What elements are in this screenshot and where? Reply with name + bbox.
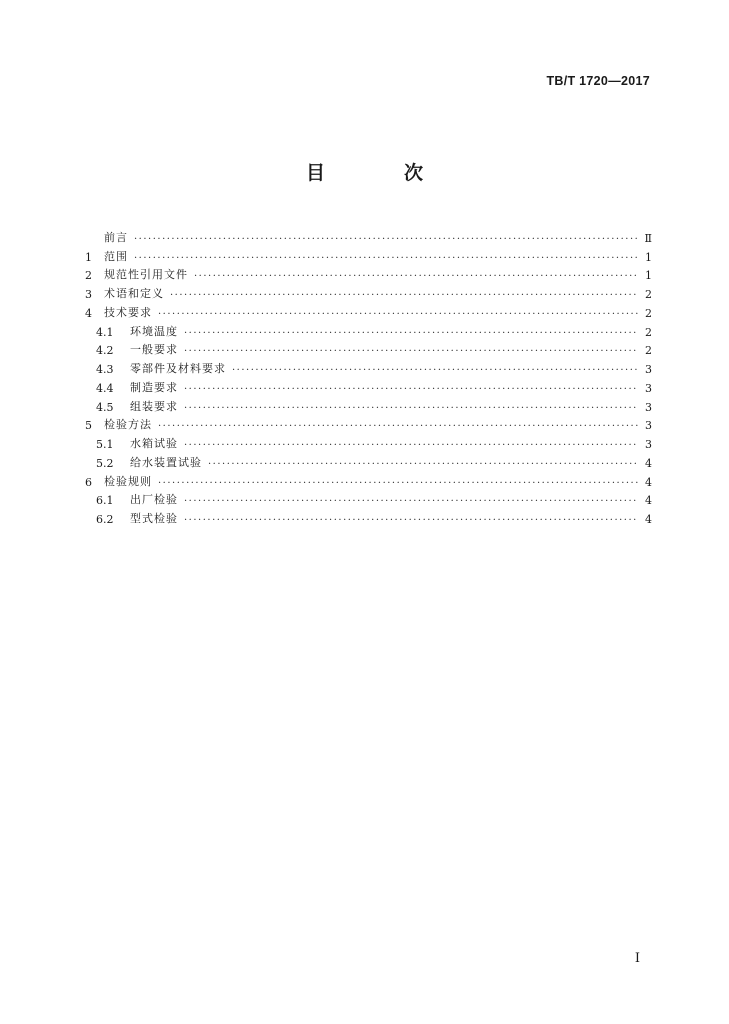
toc-entry-number: 3: [85, 288, 92, 301]
toc-title: 目 次: [305, 162, 453, 184]
toc-entry-page: 3: [645, 419, 652, 433]
toc-entry-page: 2: [645, 288, 652, 301]
dot-leader: [184, 385, 638, 395]
toc-entry-page: Ⅱ: [644, 231, 652, 245]
standard-code: TB/T 1720—2017: [546, 74, 650, 88]
toc-entry-number: 5.2: [96, 456, 114, 470]
dot-leader: [170, 291, 638, 301]
toc-entry-title: 给水装置试验: [130, 455, 202, 469]
page-number: Ⅰ: [634, 951, 640, 966]
toc-entry-5[interactable]: [85, 414, 652, 433]
toc-entry-title: 技术要求: [104, 305, 152, 319]
toc-entry-page: 2: [645, 306, 652, 320]
toc-entry-1[interactable]: [85, 245, 652, 264]
toc-entry-number: 4.3: [96, 363, 114, 376]
toc-entry-4-5[interactable]: [85, 395, 652, 414]
dot-leader: [158, 310, 638, 320]
toc-entry-title: 前言: [104, 230, 128, 244]
toc-entry-page: 3: [645, 363, 652, 376]
table-of-contents: [85, 226, 652, 526]
toc-entry-foreword[interactable]: [85, 226, 652, 245]
toc-entry-title: 规范性引用文件: [104, 268, 188, 282]
toc-entry-6-2[interactable]: [85, 507, 652, 526]
toc-entry-page: 3: [645, 400, 652, 414]
dot-leader: [158, 422, 638, 432]
toc-entry-number: 6.1: [96, 494, 114, 508]
toc-entry-title: 一般要求: [130, 343, 178, 357]
toc-entry-3[interactable]: [85, 282, 652, 301]
dot-leader: [184, 329, 638, 339]
toc-entry-4-4[interactable]: [85, 376, 652, 395]
toc-entry-number: 6.2: [96, 513, 114, 526]
toc-entry-number: 4.5: [96, 400, 114, 414]
toc-entry-title: 出厂检验: [130, 493, 178, 507]
dot-leader: [184, 404, 638, 414]
toc-entry-4-1[interactable]: [85, 320, 652, 339]
toc-entry-5-1[interactable]: [85, 432, 652, 451]
toc-entry-4-3[interactable]: [85, 357, 652, 376]
toc-entry-number: 5: [85, 419, 92, 433]
toc-entry-title: 检验方法: [104, 418, 152, 432]
dot-leader: [184, 497, 638, 507]
toc-entry-page: 1: [645, 250, 652, 264]
toc-entry-number: 5.1: [96, 438, 114, 451]
toc-entry-page: 4: [645, 494, 652, 508]
dot-leader: [134, 254, 638, 264]
toc-entry-number: 1: [85, 250, 92, 264]
toc-entry-6-1[interactable]: [85, 489, 652, 508]
toc-entry-title: 组装要求: [130, 399, 178, 413]
toc-entry-page: 2: [645, 325, 652, 339]
toc-entry-title: 环境温度: [130, 324, 178, 338]
toc-entry-page: 3: [645, 438, 652, 451]
toc-entry-2[interactable]: [85, 264, 652, 283]
toc-entry-page: 1: [645, 269, 652, 283]
toc-entry-page: 4: [645, 456, 652, 470]
dot-leader: [134, 235, 638, 245]
dot-leader: [158, 479, 638, 489]
toc-entry-title: 术语和定义: [104, 287, 164, 300]
toc-entry-page: 3: [645, 381, 652, 395]
toc-entry-title: 型式检验: [130, 512, 178, 525]
toc-entry-number: 4: [85, 306, 92, 320]
toc-entry-number: 2: [85, 269, 92, 283]
toc-entry-6[interactable]: [85, 470, 652, 489]
toc-entry-title: 水箱试验: [130, 437, 178, 450]
toc-entry-title: 零部件及材料要求: [130, 362, 226, 375]
dot-leader: [232, 366, 638, 376]
dot-leader: [194, 272, 638, 282]
dot-leader: [184, 347, 638, 357]
dot-leader: [184, 441, 638, 451]
dot-leader: [208, 460, 638, 470]
toc-entry-4[interactable]: [85, 301, 652, 320]
toc-entry-title: 范围: [104, 249, 128, 263]
toc-entry-page: 4: [645, 475, 652, 489]
toc-entry-title: 制造要求: [130, 380, 178, 394]
toc-entry-number: 4.1: [96, 325, 114, 339]
toc-entry-number: 4.2: [96, 344, 114, 358]
toc-entry-page: 4: [645, 513, 652, 526]
toc-entry-4-2[interactable]: [85, 339, 652, 358]
toc-entry-number: 4.4: [96, 381, 114, 395]
toc-entry-title: 检验规则: [104, 474, 152, 488]
toc-entry-number: 6: [85, 475, 92, 489]
dot-leader: [184, 516, 638, 526]
toc-entry-page: 2: [645, 344, 652, 358]
toc-entry-5-2[interactable]: [85, 451, 652, 470]
